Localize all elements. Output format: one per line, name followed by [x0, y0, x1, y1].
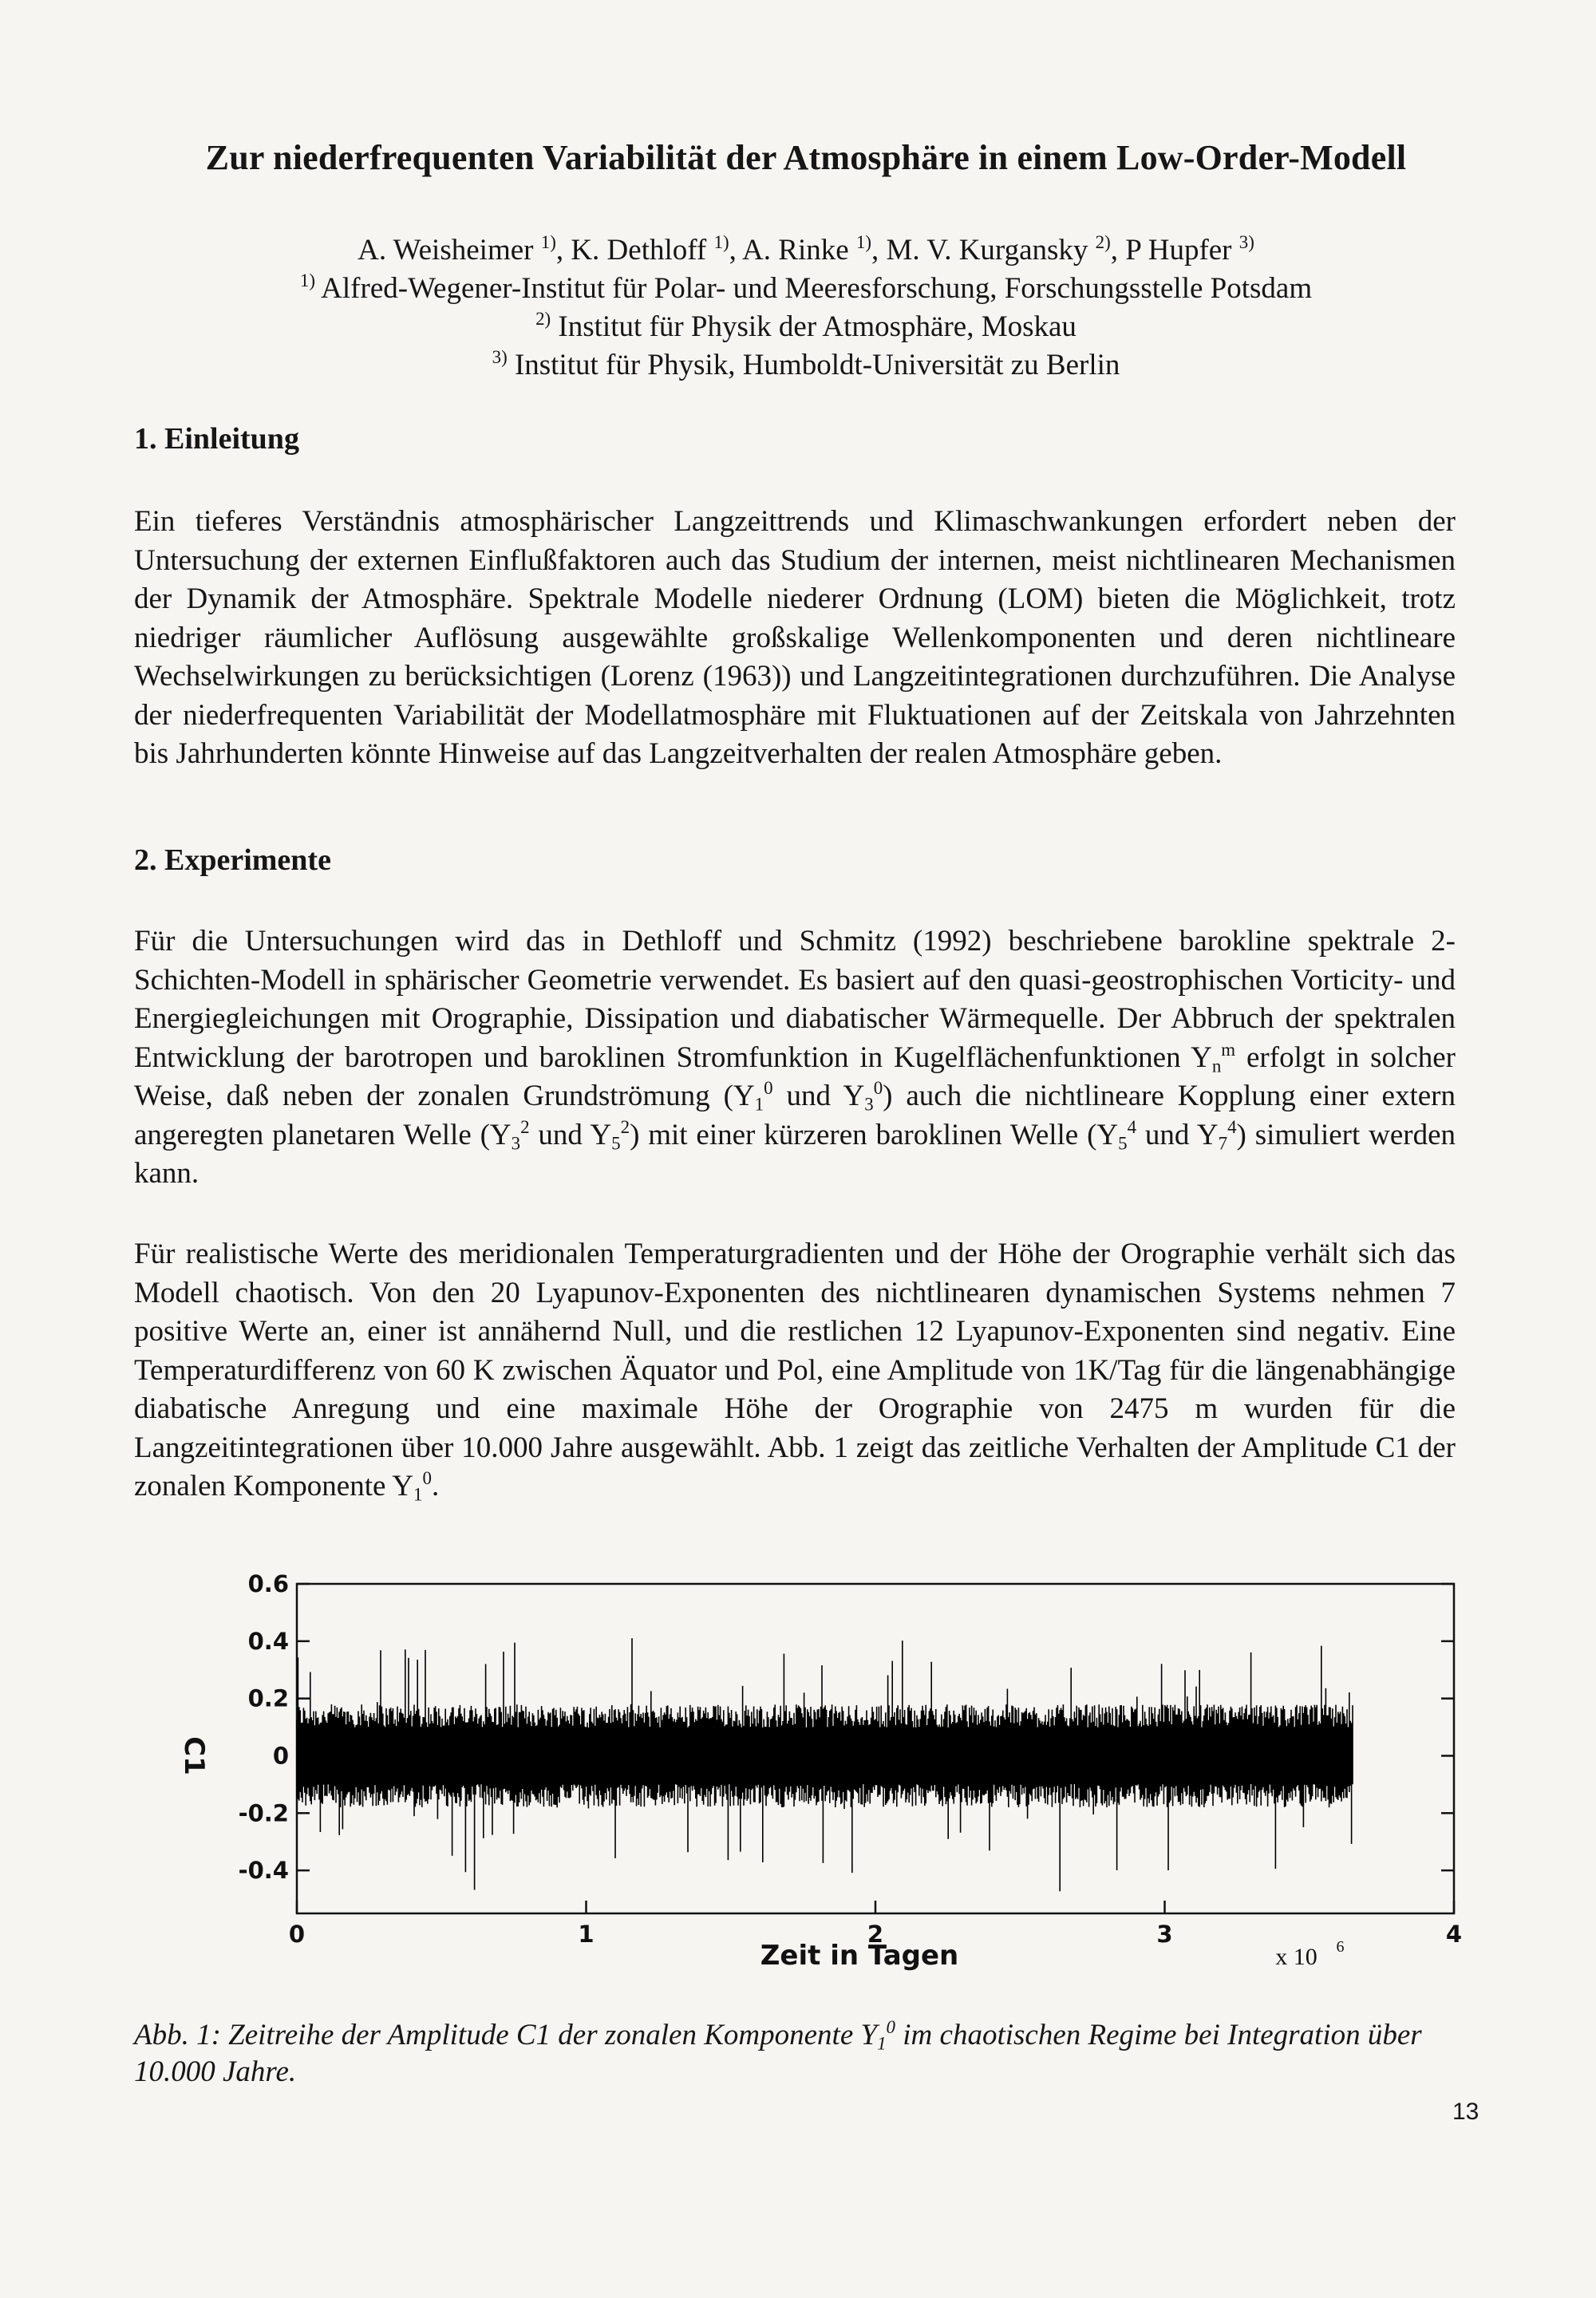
author-sup: 1) — [713, 231, 729, 252]
page-number: 13 — [1452, 2099, 1479, 2125]
paragraph-experimente-1: Für die Untersuchungen wird das in Dethloff und Schmitz (1992) beschriebene barokline spektrale 2-Schichten-Modell in sphärischer Geometrie verwendet. Es basiert auf den quasi-geostrophischen Vorticity- und Energiegleichungen mit Orographie, Dissipation und diabatischer Wärmequelle. Der Abbruch der spektralen Entwicklung der barotropen und baroklinen Stromfunktion in Kugelflächenfunktionen $Y_n^m$ erfolgt in solcher Weise, daß neben der zonalen Grundströmung ($Y_1^0$ und $Y_3^0$) auch die nichtlineare Kopplung einer extern angeregten planetaren Welle ($Y_3^2$ und $Y_5^2$) mit einer kürzeren baroklinen Welle ($Y_5^4$ und $Y_7^4$) simuliert werden kann. — [134, 925, 1456, 1190]
x-tick-label: 3 — [1156, 1921, 1173, 1948]
x-tick-label: 4 — [1445, 1921, 1463, 1948]
author-name: , P Hupfer — [1110, 234, 1239, 267]
page-title: Zur niederfrequenten Variabilität der Atmosphäre in einem Low-Order-Modell — [205, 138, 1407, 177]
author-name: A. Weisheimer — [358, 234, 541, 267]
plot-layer — [178, 1570, 1462, 1972]
y-tick-label: 0.4 — [247, 1627, 289, 1655]
series-core-band — [297, 1727, 1353, 1784]
affiliation-1: $^{1)}$ Alfred-Wegener-Institut für Polar- und Meeresforschung, Forschungsstelle Potsdam — [299, 270, 1313, 305]
author-sup: 2) — [1095, 231, 1111, 252]
affiliation-2: $^{2)}$ Institut für Physik der Atmosphäre, Moskau — [535, 308, 1077, 343]
author-name: , A. Rinke — [729, 234, 856, 267]
x-multiplier-label: x 10 — [1275, 1944, 1317, 1970]
y-axis-label: C1 — [178, 1736, 210, 1775]
y-tick-label: 0.6 — [247, 1570, 289, 1597]
affiliation-3: $^{3)}$ Institut für Physik, Humboldt-Universität zu Berlin — [492, 346, 1120, 381]
x-axis-label: Zeit in Tagen — [760, 1940, 959, 1972]
author-name: , K. Dethloff — [555, 234, 714, 267]
paragraph-einleitung: Ein tieferes Verständnis atmosphärischer Langzeittrends und Klimaschwankungen erfordert neben der Untersuchung der externen Einflußfaktoren auch das Studium der internen, meist nichtlinearen Mechanismen der Dynamik der Atmosphäre. Spektrale Modelle niederer Ordnung (LOM) bieten die Möglichkeit, trotz niedriger räumlicher Auflösung ausgewählte großskalige Wellenkomponenten und deren nichtlineare Wechselwirkungen zu berücksichtigen (Lorenz (1963)) und Langzeitintegrationen durchzuführen. Die Analyse der niederfrequenten Variabilität der Modellatmosphäre mit Fluktuationen auf der Zeitskala von Jahrzehnten bis Jahrhunderten könnte Hinweise auf das Langzeitverhalten der realen Atmosphäre geben. — [134, 505, 1456, 770]
x-tick-label: 0 — [288, 1921, 306, 1948]
y-tick-label: -0.2 — [238, 1799, 289, 1827]
author-name: , M. V. Kurgansky — [871, 234, 1096, 267]
x-multiplier-exponent: 6 — [1336, 1938, 1345, 1956]
author-sup: 3) — [1238, 231, 1254, 252]
section-heading-experimente: 2. Experimente — [134, 843, 331, 877]
paragraph-experimente-2: Für realistische Werte des meridionalen Temperaturgradienten und der Höhe der Orographie verhält sich das Modell chaotisch. Von den 20 Lyapunov-Exponenten des nichtlinearen dynamischen Systems nehmen 7 positive Werte an, einer ist annähernd Null, und die restlichen 12 Lyapunov-Exponenten sind negativ. Eine Temperaturdifferenz von 60 K zwischen Äquator und Pol, eine Amplitude von 1K/Tag für die längenabhängige diabatische Anregung und eine maximale Höhe der Orographie von 2475 m wurden für die Langzeitintegrationen über 10.000 Jahre ausgewählt. Abb. 1 zeigt das zeitliche Verhalten der Amplitude C1 der zonalen Komponente $Y_1^0$. — [134, 1238, 1456, 1505]
y-tick-label: 0 — [272, 1742, 289, 1770]
author-sup: 1) — [540, 231, 556, 252]
figure-caption: Abb. 1: Zeitreihe der Amplitude C1 der zonalen Komponente $Y_1^0$ im chaotischen Regime bei Integration über 10.000 Jahre. — [134, 2016, 1422, 2088]
x-tick-label: 1 — [578, 1921, 595, 1948]
section-heading-einleitung: 1. Einleitung — [134, 422, 299, 456]
y-tick-label: -0.4 — [238, 1857, 289, 1885]
author-sup: 1) — [855, 231, 872, 252]
y-tick-label: 0.2 — [247, 1684, 289, 1712]
x-tick-label: 2 — [867, 1921, 884, 1948]
